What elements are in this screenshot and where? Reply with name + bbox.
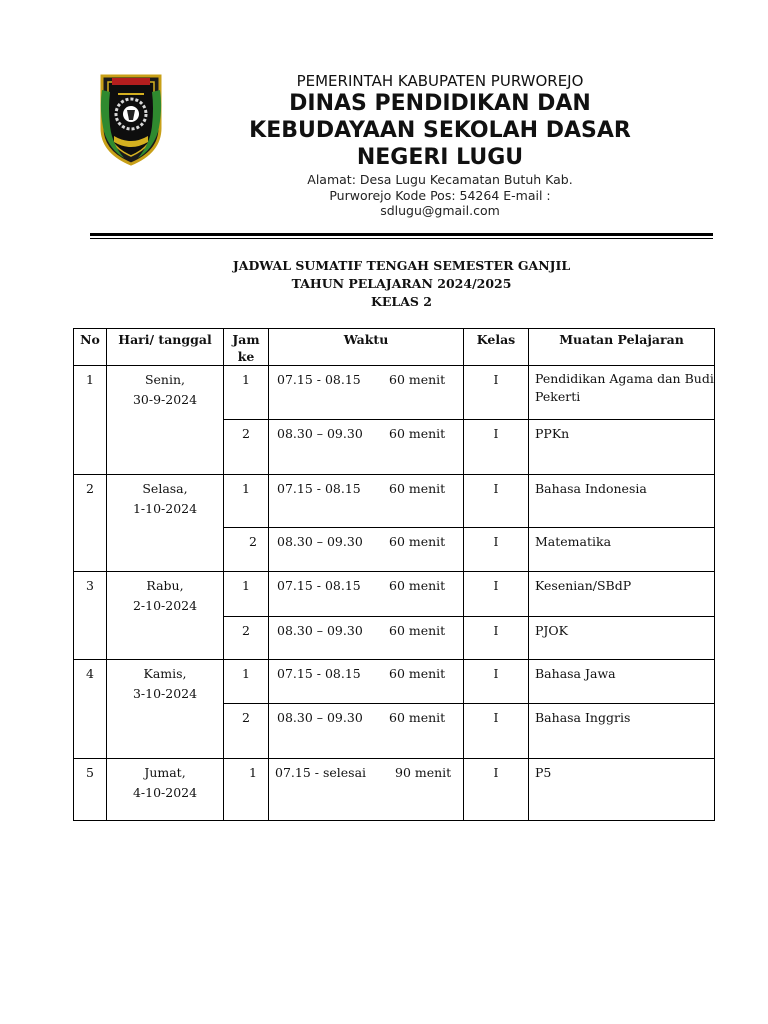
session-subject: Bahasa Jawa <box>529 660 715 704</box>
session-kelas: I <box>464 366 529 420</box>
header-waktu: Waktu <box>269 329 464 366</box>
session-jam: 2 <box>224 617 269 660</box>
table-row <box>74 366 715 420</box>
class-level: KELAS 2 <box>371 294 432 309</box>
day-number: 3 <box>74 572 107 660</box>
session-time: 08.30 – 09.30 <box>277 623 363 638</box>
session-time: 07.15 - 08.15 <box>277 578 361 593</box>
day-date <box>107 366 224 475</box>
header-jam-line-2: ke <box>237 349 255 364</box>
session-duration: 60 menit <box>389 481 446 496</box>
session-duration: 60 menit <box>389 710 446 725</box>
session-waktu <box>269 704 464 759</box>
school-address <box>170 172 710 219</box>
day-date <box>107 759 224 821</box>
session-duration: 60 menit <box>389 578 446 593</box>
session-kelas: I <box>464 617 529 660</box>
header-jam-line-1: Jam <box>232 332 260 347</box>
day-name: Senin, <box>144 372 186 387</box>
day-number: 5 <box>74 759 107 821</box>
session-waktu <box>269 617 464 660</box>
session-subject: Matematika <box>529 528 715 572</box>
session-waktu <box>269 528 464 572</box>
academic-year: TAHUN PELAJARAN 2024/2025 <box>291 276 512 291</box>
school-agency-name <box>170 90 710 171</box>
session-waktu <box>269 366 464 420</box>
day-number: 1 <box>74 366 107 475</box>
table-row <box>74 660 715 704</box>
day-date <box>107 572 224 660</box>
table-header-row <box>74 329 715 366</box>
day-date <box>107 475 224 572</box>
session-waktu <box>269 475 464 528</box>
session-subject: Pendidikan Agama dan Budi Pekerti <box>529 366 715 420</box>
document-title: JADWAL SUMATIF TENGAH SEMESTER GANJIL <box>232 258 571 273</box>
session-time: 07.15 - selesai <box>275 765 367 780</box>
session-jam: 1 <box>224 475 269 528</box>
session-kelas: I <box>464 704 529 759</box>
session-kelas: I <box>464 759 529 821</box>
session-jam: 2 <box>224 420 269 475</box>
session-time: 07.15 - 08.15 <box>277 372 361 387</box>
session-duration: 60 menit <box>389 534 446 549</box>
agency-name-line-1: DINAS PENDIDIKAN DAN <box>289 91 591 116</box>
session-time: 07.15 - 08.15 <box>277 666 361 681</box>
agency-name-line-3: NEGERI LUGU <box>356 145 524 170</box>
session-time: 08.30 – 09.30 <box>277 710 363 725</box>
session-kelas: I <box>464 528 529 572</box>
exam-schedule-table <box>73 328 715 821</box>
session-kelas: I <box>464 572 529 617</box>
session-subject: PPKn <box>529 420 715 475</box>
session-subject: Bahasa Indonesia <box>529 475 715 528</box>
letterhead-divider-thin <box>90 238 713 239</box>
header-jam-ke <box>224 329 269 366</box>
day-tanggal: 3-10-2024 <box>132 686 198 701</box>
regency-crest-logo <box>98 70 164 166</box>
session-subject: PJOK <box>529 617 715 660</box>
session-duration: 60 menit <box>389 666 446 681</box>
table-row <box>74 572 715 617</box>
address-line-2: Purworejo Kode Pos: 54264 E-mail : <box>329 187 551 203</box>
day-name: Jumat, <box>144 765 186 780</box>
session-duration: 60 menit <box>389 426 446 441</box>
session-kelas: I <box>464 660 529 704</box>
address-email: sdlugu@gmail.com <box>380 203 500 218</box>
day-date <box>107 660 224 759</box>
day-number: 4 <box>74 660 107 759</box>
session-duration: 60 menit <box>389 623 446 638</box>
day-name: Selasa, <box>142 481 188 496</box>
session-time: 08.30 – 09.30 <box>277 426 363 441</box>
session-subject: Kesenian/SBdP <box>529 572 715 617</box>
day-tanggal: 1-10-2024 <box>132 501 198 516</box>
address-line-1: Alamat: Desa Lugu Kecamatan Butuh Kab. <box>307 172 573 187</box>
session-duration: 60 menit <box>389 372 446 387</box>
session-waktu <box>269 759 464 821</box>
agency-name-line-2: KEBUDAYAAN SEKOLAH DASAR <box>249 118 631 143</box>
session-jam: 2 <box>224 704 269 759</box>
government-name: PEMERINTAH KABUPATEN PURWOREJO <box>296 72 584 90</box>
day-number: 2 <box>74 475 107 572</box>
session-jam: 1 <box>224 759 269 821</box>
day-tanggal: 4-10-2024 <box>132 785 198 800</box>
session-subject: P5 <box>529 759 715 821</box>
session-duration: 90 menit <box>395 765 452 780</box>
table-row <box>74 475 715 528</box>
session-jam: 1 <box>224 366 269 420</box>
header-no: No <box>74 329 107 366</box>
header-muatan-pelajaran: Muatan Pelajaran <box>529 329 715 366</box>
session-waktu <box>269 660 464 704</box>
session-jam: 1 <box>224 660 269 704</box>
session-kelas: I <box>464 420 529 475</box>
day-tanggal: 2-10-2024 <box>132 598 198 613</box>
session-jam: 1 <box>224 572 269 617</box>
session-waktu <box>269 420 464 475</box>
table-row <box>74 759 715 821</box>
header-hari-tanggal: Hari/ tanggal <box>107 329 224 366</box>
session-time: 08.30 – 09.30 <box>277 534 363 549</box>
session-jam: 2 <box>224 528 269 572</box>
day-name: Kamis, <box>143 666 187 681</box>
day-tanggal: 30-9-2024 <box>132 392 198 407</box>
session-subject: Bahasa Inggris <box>529 704 715 759</box>
header-kelas: Kelas <box>464 329 529 366</box>
session-kelas: I <box>464 475 529 528</box>
letterhead-divider-thick <box>90 233 713 236</box>
day-name: Rabu, <box>146 578 184 593</box>
session-time: 07.15 - 08.15 <box>277 481 361 496</box>
session-waktu <box>269 572 464 617</box>
